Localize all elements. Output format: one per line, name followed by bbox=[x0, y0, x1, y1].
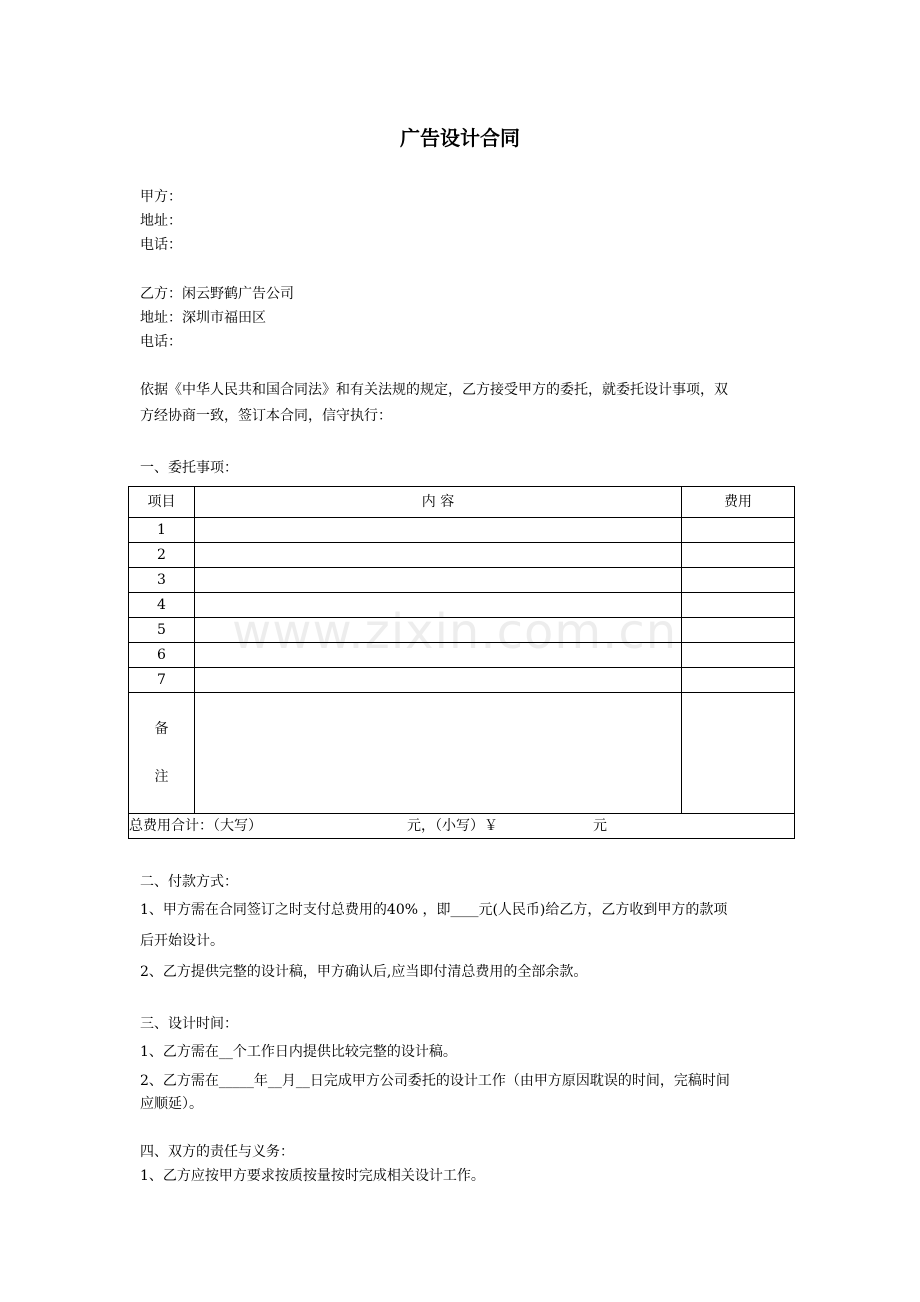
row-content-cell[interactable] bbox=[195, 668, 682, 693]
section4-item1: 1、乙方应按甲方要求按质按量按时完成相关设计工作。 bbox=[140, 1168, 485, 1184]
total-cell bbox=[129, 814, 795, 839]
table-row bbox=[129, 618, 795, 643]
table-header-row bbox=[129, 487, 795, 518]
row-fee-cell[interactable] bbox=[682, 543, 795, 568]
preamble-line-2: 方经协商一致，签订本合同，信守执行： bbox=[140, 408, 392, 424]
remark-label bbox=[129, 693, 195, 814]
section1-heading: 一、委托事项： bbox=[140, 460, 238, 476]
commission-table bbox=[128, 486, 795, 839]
table-row bbox=[129, 643, 795, 668]
row-index: 3 bbox=[129, 568, 195, 593]
section4-heading: 四、双方的责任与义务： bbox=[140, 1144, 294, 1160]
total-label: 总费用合计：（大写） bbox=[129, 818, 262, 834]
section3-item2-line1: 2、乙方需在_____年__月__日完成甲方公司委托的设计工作（由甲方原因耽误的时间，完稿时间 bbox=[140, 1073, 730, 1089]
row-fee-cell[interactable] bbox=[682, 668, 795, 693]
row-index: 6 bbox=[129, 643, 195, 668]
party-a-phone: 电话： bbox=[140, 237, 182, 253]
total-end: 元 bbox=[593, 818, 607, 834]
total-row bbox=[129, 814, 795, 839]
row-fee-cell[interactable] bbox=[682, 618, 795, 643]
section3-item2-line2: 应顺延）。 bbox=[140, 1096, 203, 1112]
row-index: 4 bbox=[129, 593, 195, 618]
section2-item2: 2、乙方提供完整的设计稿，甲方确认后,应当即付清总费用的全部余款。 bbox=[140, 964, 588, 980]
party-a-address: 地址： bbox=[140, 213, 182, 229]
section3-heading: 三、设计时间： bbox=[140, 1016, 238, 1032]
table-row bbox=[129, 593, 795, 618]
section3-item1: 1、乙方需在__个工作日内提供比较完整的设计稿。 bbox=[140, 1044, 457, 1060]
section2-heading: 二、付款方式： bbox=[140, 874, 238, 890]
remark-label-bottom: 注 bbox=[154, 769, 169, 785]
header-item: 项目 bbox=[129, 487, 195, 518]
preamble-line-1: 依据《中华人民共和国合同法》和有关法规的规定，乙方接受甲方的委托，就委托设计事项，双 bbox=[140, 382, 728, 398]
row-index: 7 bbox=[129, 668, 195, 693]
row-content-cell[interactable] bbox=[195, 568, 682, 593]
table-row bbox=[129, 668, 795, 693]
row-fee-cell[interactable] bbox=[682, 593, 795, 618]
row-content-cell[interactable] bbox=[195, 643, 682, 668]
row-fee-cell[interactable] bbox=[682, 568, 795, 593]
table-row bbox=[129, 543, 795, 568]
row-fee-cell[interactable] bbox=[682, 518, 795, 543]
table-row bbox=[129, 568, 795, 593]
section2-item1-line2: 后开始设计。 bbox=[140, 933, 224, 949]
remark-content-cell[interactable] bbox=[195, 693, 682, 814]
row-content-cell[interactable] bbox=[195, 593, 682, 618]
row-index: 2 bbox=[129, 543, 195, 568]
row-content-cell[interactable] bbox=[195, 543, 682, 568]
row-index: 5 bbox=[129, 618, 195, 643]
row-fee-cell[interactable] bbox=[682, 643, 795, 668]
party-b-phone: 电话： bbox=[140, 334, 182, 350]
document-title: 广告设计合同 bbox=[400, 126, 520, 150]
remark-row bbox=[129, 693, 795, 814]
party-b-name: 乙方：闲云野鹤广告公司 bbox=[140, 286, 294, 302]
header-content: 内 容 bbox=[195, 487, 682, 518]
section2-item1-line1: 1、甲方需在合同签订之时支付总费用的40% ，即____元(人民币)给乙方，乙方收到甲方的款项 bbox=[140, 902, 728, 918]
watermark: www.zixin.com.cn bbox=[232, 604, 678, 660]
remark-fee-cell[interactable] bbox=[682, 693, 795, 814]
row-content-cell[interactable] bbox=[195, 618, 682, 643]
header-fee: 费用 bbox=[682, 487, 795, 518]
remark-label-top: 备 bbox=[154, 721, 169, 737]
party-b-address: 地址：深圳市福田区 bbox=[140, 310, 266, 326]
table-row bbox=[129, 518, 795, 543]
row-content-cell[interactable] bbox=[195, 518, 682, 543]
total-mid: 元，（小写）￥ bbox=[407, 818, 498, 834]
party-a-label: 甲方： bbox=[140, 189, 182, 205]
row-index: 1 bbox=[129, 518, 195, 543]
